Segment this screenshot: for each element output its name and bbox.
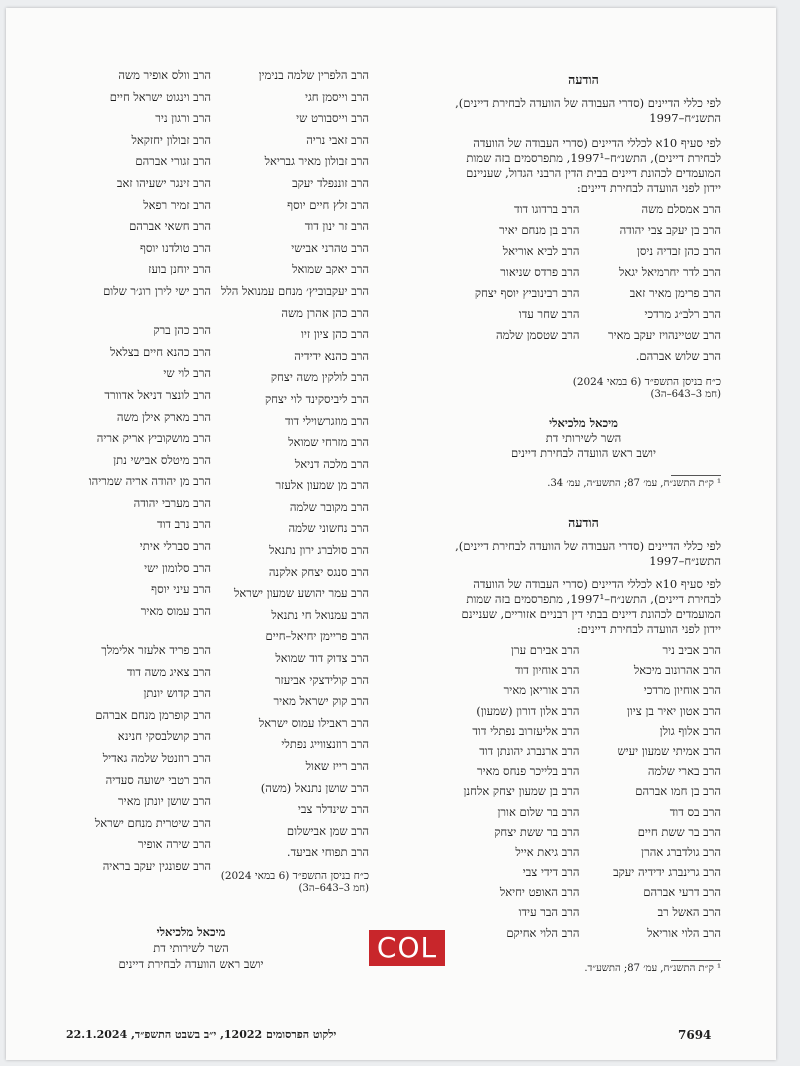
name-entry: הרב כהן ברק <box>153 323 211 338</box>
name-entry: הרב עמנואל חי נתנאל <box>271 607 369 622</box>
middle-names-list <box>214 68 369 867</box>
name-entry: הרב וינגוט ישראל חיים <box>109 89 211 104</box>
name-entry: הרב אלון דורון (שמעון) <box>476 703 580 718</box>
name-entry: הרב רבינוביץ יוסף יצחק <box>474 286 580 300</box>
name-entry: הרב יעקבוביץ׳ מנחם עמנואל הלל <box>221 283 369 298</box>
notice1-names <box>446 202 721 363</box>
name-entry: הרב שינדלר צבי <box>297 802 369 817</box>
notice1-body: לפי סעיף 10א לכללי הדיינים (סדרי העבודה של הוועדה לבחירת דיינים), התשנ״ח–1997¹, מתפרסמים בזה שמות המועמדים לכהונת דיינים בבית הדין הרבני הגדול, שעניינם יידון לפני הוועדה לבחירת דיינים: <box>466 136 721 195</box>
name-entry: הרב שושן יונתן מאיר <box>118 794 211 809</box>
name-entry: הרב מארק אילן משה <box>116 409 211 424</box>
name-entry: הרב קוק ישראל מאיר <box>273 694 369 709</box>
middle-ref: (חמ 3–643–ה3) <box>298 882 369 894</box>
name-entry: הרב וייסמן חגי <box>305 89 369 104</box>
name-entry: הרב זבולון מאיר גבריאל <box>264 154 369 169</box>
name-entry: הרב האופט יחיאל <box>499 885 580 900</box>
name-entry: הרב נחשוני שלמה <box>288 521 369 536</box>
name-entry: הרב אטון יאיר בן ציון <box>626 703 721 718</box>
name-entry: הרב כהנא ידידיה <box>294 348 369 363</box>
name-entry: הרב לונצר דניאל אדוורד <box>104 387 211 402</box>
name-entry: הרב זלץ חיים יוסף <box>287 197 369 212</box>
name-entry: הרב גיאת אייל <box>515 844 580 859</box>
left-signature <box>66 924 316 972</box>
name-entry: הרב מן שמעון אלעזר <box>275 478 369 493</box>
name-entry: הרב פרימן מאיר זאב <box>629 286 721 300</box>
name-entry: הרב שטסמן שלמה <box>496 328 580 342</box>
name-entry: הרב הלוי אחיקם <box>506 925 580 940</box>
name-entry: הרב זר ינון דוד <box>304 219 369 234</box>
name-entry: הרב שמן אבישלום <box>286 823 369 838</box>
notice1-date: כ״ח בניסן התשפ״ד (6 במאי 2024) <box>572 376 721 388</box>
name-entry: הרב שפונגין יעקב בראיה <box>102 858 211 873</box>
name-entry <box>46 625 211 635</box>
notice2-heading: הודעה <box>568 515 599 530</box>
middle-date: כ״ח בניסן התשפ״ד (6 במאי 2024) <box>220 869 369 882</box>
name-entry: הרב שלוש אברהם. <box>635 349 721 363</box>
name-entry: הרב רוזנטל שלמה גאדיל <box>102 751 211 765</box>
right-column <box>446 72 721 974</box>
name-entry: הרב לביא אוריאל <box>502 244 580 258</box>
name-entry: הרב כהן ציון זיו <box>300 327 369 342</box>
name-entry: הרב מערבי יהודה <box>133 495 211 510</box>
name-entry: הרב שיטרית מנחם ישראל <box>94 815 211 830</box>
name-entry: הרב עמר יהושע שמעון ישראל <box>233 586 369 601</box>
name-entry: הרב חשאי אברהם <box>129 219 211 234</box>
name-entry: הרב מלכה דניאל <box>294 456 369 471</box>
notice1-ref: (חמ 3–643–ה3) <box>650 389 721 400</box>
name-entry: הרב אמסלם משה <box>641 202 721 216</box>
name-entry: הרב לדר יחרמיאל יגאל <box>618 265 721 279</box>
name-entry: הרב ראבילו עמוס ישראל <box>258 715 369 730</box>
name-entry: הרב מקובר שלמה <box>289 499 369 514</box>
name-entry: הרב בלייכר פנחס מאיר <box>477 764 580 779</box>
name-entry: הרב רוזנצווייג נפתלי <box>281 737 369 752</box>
name-entry: הרב פריימן יחיאל–חיים <box>265 629 369 644</box>
name-entry: הרב אוריאן מאיר <box>503 683 580 698</box>
name-entry: הרב זאבי נריה <box>306 132 369 147</box>
name-entry: הרב ורגון ניר <box>155 111 211 126</box>
name-entry: הרב קולידצקי אביעזר <box>274 672 369 687</box>
name-entry: הרב דרעי אברהם <box>643 885 721 900</box>
notice1-signature <box>446 416 721 461</box>
name-entry: הרב צדוק דוד שמואל <box>275 651 369 666</box>
name-entry: הרב טהרני אבישי <box>291 240 369 255</box>
left-signer-role2: יושב ראש הוועדה לבחירת דיינים <box>118 957 264 971</box>
footnote-rule <box>671 475 721 476</box>
page-number: 7694 <box>678 1028 712 1042</box>
name-entry: הרב דידי צבי <box>522 865 580 880</box>
name-entry: הרב אלוף גולן <box>659 723 721 738</box>
name-entry: הרב קושלבסקי חנינא <box>117 729 211 744</box>
name-entry: הרב צאיג משה דוד <box>126 664 211 679</box>
name-entry: הרב שירה אופיר <box>137 837 211 852</box>
notice2-subtitle: לפי כללי הדיינים (סדרי העבודה של הוועדה לבחירת דיינים), התשנ״ח–1997 <box>455 539 721 568</box>
name-entry: הרב יאקב שמואל <box>292 262 369 277</box>
name-entry: הרב עמוס מאיר <box>140 603 211 618</box>
name-entry: הרב קופרמן מנחם אברהם <box>95 707 211 722</box>
name-entry: הרב אליעזרוב נפתלי דוד <box>472 723 580 738</box>
name-entry: הרב זוננפלד יעקב <box>292 175 369 190</box>
name-entry: הרב כהנא חיים בצלאל <box>110 344 211 359</box>
name-entry: הרב לולקין משה יצחק <box>270 370 369 385</box>
name-entry: הרב זבולון יחזקאל <box>131 132 211 147</box>
name-entry: הרב הלוי אוריאל <box>647 925 721 940</box>
notice1-subtitle: לפי כללי הדיינים (סדרי העבודה של הוועדה לבחירת דיינים), התשנ״ח–1997 <box>455 96 721 125</box>
name-entry: הרב בן מנחם יאיר <box>499 223 580 237</box>
name-entry: הרב תפוחי אביעד. <box>286 845 369 860</box>
publication-footer: ילקוט הפרסומים 12022, י״ב בשבט התשפ״ד, 22.1.2024 <box>66 1028 337 1041</box>
name-entry: הרב בר שלום אורן <box>497 804 580 819</box>
notice2-footnote: ¹ ק״ת התשנ״ח, עמ׳ 87; התשע״ד. <box>584 962 721 974</box>
notice1-heading: הודעה <box>568 72 599 87</box>
name-entry: הרב בר ששת חיים <box>637 824 721 839</box>
name-entry: הרב בן שמעון יצחק אלחנן <box>463 784 580 799</box>
name-entry: הרב בר ששת יצחק <box>494 824 580 839</box>
name-entry: הרב כהן זבדיה ניסן <box>636 244 721 258</box>
notice1-signer-role2: יושב ראש הוועדה לבחירת דיינים <box>510 446 656 460</box>
name-entry: הרב מזרחי שמואל <box>288 435 369 450</box>
name-entry: הרב טולדנו יוסף <box>139 240 211 255</box>
left-signer-role1: השר לשירותי דת <box>153 941 229 955</box>
name-entry: הרב בן יעקב צבי יהודה <box>619 223 721 237</box>
notice1-signer-role1: השר לשירותי דת <box>545 431 622 445</box>
name-entry: הרב ארנברג יהונתן דוד <box>479 743 580 758</box>
left-names-list <box>46 68 211 881</box>
name-entry: הרב קדוש יונתן <box>143 686 211 701</box>
name-entry: הרב שושן נתנאל (משה) <box>260 780 369 795</box>
name-entry: הרב ליביסקינד לוי יצחק <box>264 391 369 406</box>
notice1-footnote: ¹ ק״ת התשנ״ח, עמ׳ 87; התשע״ה, עמ׳ 34. <box>547 478 721 489</box>
name-entry: הרב שחר עדו <box>518 307 580 321</box>
middle-column <box>214 68 369 894</box>
left-signer: מיכאל מלכיאלי <box>156 925 226 939</box>
name-entry: הרב גולדברג אהרן <box>641 844 721 859</box>
name-entry: הרב האשל רב <box>657 905 721 920</box>
name-entry: הרב זמיר רפאל <box>143 197 211 212</box>
name-entry: הרב רלב״ג מרדכי <box>644 307 721 321</box>
name-entry: הרב פריד אלעזר אלימלך <box>101 643 211 658</box>
name-entry: הרב הבר עידו <box>518 905 580 920</box>
name-entry: הרב בן חמו אברהם <box>635 784 721 799</box>
name-entry: הרב סלומון ישי <box>144 560 211 575</box>
name-entry: הרב נרב דוד <box>156 517 211 532</box>
name-entry <box>46 306 211 316</box>
name-entry: הרב בס דוד <box>669 804 721 819</box>
name-entry: הרב אבירם ערן <box>511 643 580 657</box>
name-entry: הרב פרדס שניאור <box>500 265 580 279</box>
name-entry: הרב ישי לירן רוג׳ר שלום <box>103 283 211 298</box>
name-entry: הרב זגורי אברהם <box>135 154 211 169</box>
name-entry: הרב ברדוגו דוד <box>513 202 580 216</box>
name-entry: הרב רייז שאול <box>305 759 369 773</box>
name-entry: הרב גרינברג ידידיה יעקב <box>613 865 721 880</box>
name-entry: הרב וייסבורט שי <box>296 111 369 126</box>
name-entry <box>446 349 580 363</box>
name-entry: הרב סנגס יצחק אלקנה <box>268 564 369 579</box>
name-entry: הרב זינגר ישעיהו זאב <box>116 175 211 190</box>
name-entry: הרב אביב ניר <box>662 643 721 657</box>
name-entry: הרב אוחיון מרדכי <box>643 683 721 698</box>
name-entry: הרב מוזגרשוילי דוד <box>284 413 369 428</box>
name-entry: הרב הלפרין שלמה בנימין <box>258 68 369 82</box>
name-entry: הרב אהרונוב מיכאל <box>633 663 721 678</box>
name-entry: הרב מושקוביץ אריק אריה <box>96 431 211 446</box>
name-entry: הרב לוי שי <box>163 366 211 381</box>
document-page <box>6 8 776 1060</box>
notice2-body: לפי סעיף 10א לכללי הדיינים (סדרי העבודה של הוועדה לבחירת דיינים), התשנ״ח–1997¹, מתפרסמים בזה שמות המועמדים לכהונת דיינים בבתי דין רבניים אזוריים, שעניינם יידון לפני הוועדה לבחירת דיינים: <box>461 577 721 636</box>
name-entry: הרב מן יהודה אריה שמריהו <box>88 474 211 489</box>
name-entry: הרב בארי שלמה <box>647 764 721 779</box>
left-column <box>46 68 211 881</box>
name-entry: הרב שטיינהויז יעקב מאיר <box>607 328 721 342</box>
name-entry: הרב סולברג ירון נתנאל <box>269 543 369 558</box>
name-entry: הרב עיני יוסף <box>151 582 211 597</box>
footnote-rule-2 <box>671 960 721 961</box>
col-logo: COL <box>369 930 445 966</box>
name-entry: הרב אוחיון דוד <box>514 663 580 678</box>
name-entry: הרב מיטלס אבישי נתן <box>113 452 211 467</box>
name-entry: הרב כהן אהרן משה <box>281 305 369 320</box>
name-entry: הרב סברלי איתי <box>139 539 211 554</box>
name-entry: הרב רטבי ישועה סעדיה <box>105 772 211 787</box>
notice1-signer: מיכאל מלכיאלי <box>549 416 618 430</box>
name-entry: הרב וולס אופיר משה <box>118 68 211 82</box>
name-entry: הרב יוחנן בועז <box>148 262 211 277</box>
notice2-names <box>446 643 721 940</box>
name-entry: הרב אמיתי שמעון יעיש <box>617 743 721 758</box>
